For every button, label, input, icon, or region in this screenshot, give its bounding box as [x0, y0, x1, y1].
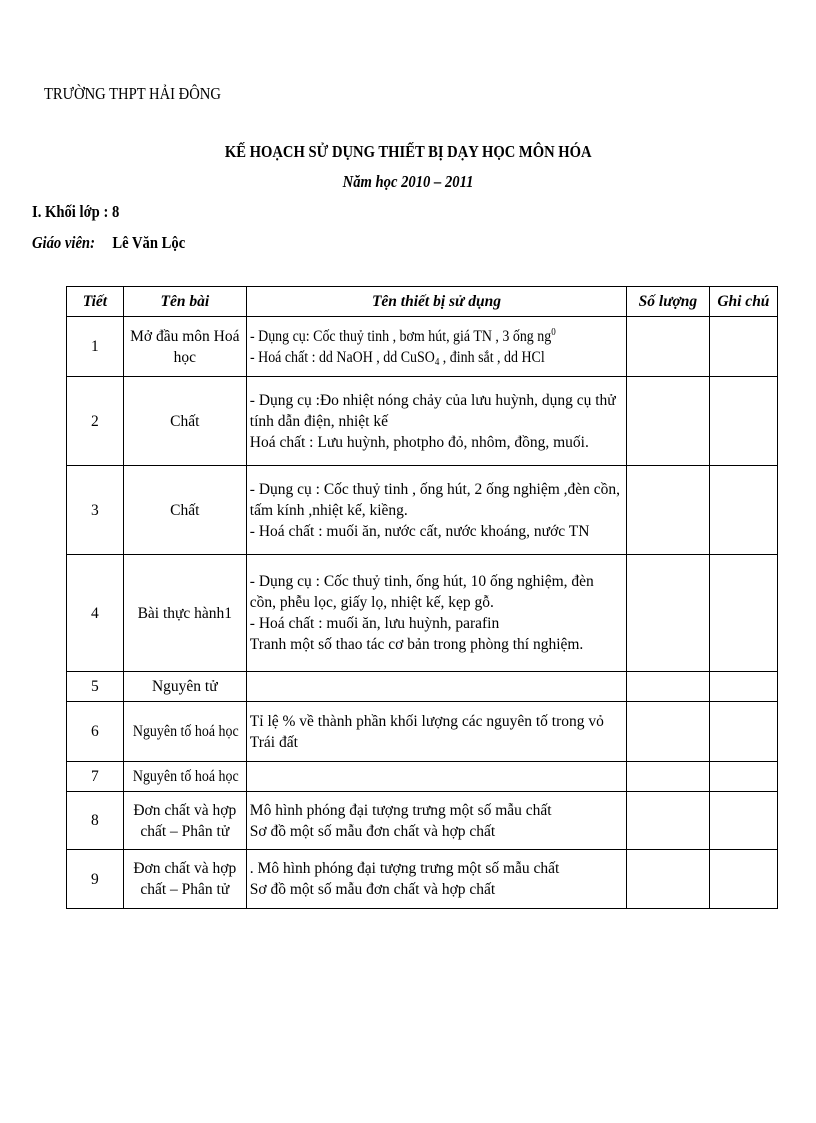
table-row: [67, 792, 778, 850]
school-year: [0, 172, 816, 192]
cell-so-luong: [627, 555, 710, 672]
cell-thiet-bi: [246, 317, 626, 377]
cell-thiet-bi: [246, 850, 626, 909]
cell-ghi-chu: [709, 555, 777, 672]
column-header-thiet-bi: Tên thiết bị sử dụng: [246, 287, 626, 317]
cell-tiet: 2: [67, 377, 124, 466]
cell-tiet: 9: [67, 850, 124, 909]
column-header-ten-bai: Tên bài: [123, 287, 246, 317]
cell-so-luong: [627, 792, 710, 850]
column-header-so-luong: Số lượng: [627, 287, 710, 317]
table-row: [67, 555, 778, 672]
cell-so-luong: [627, 850, 710, 909]
cell-ghi-chu: [709, 792, 777, 850]
cell-ten-bai: [123, 762, 246, 792]
cell-ten-bai: Chất: [123, 377, 246, 466]
cell-so-luong: [627, 317, 710, 377]
equipment-line: - Hoá chất : muối ăn, nước cất, nước khoáng, nước TN: [249, 522, 590, 540]
equipment-line: Sơ đồ một số mẫu đơn chất và hợp chất: [249, 822, 496, 840]
equipment-line: [250, 326, 623, 347]
cell-ten-bai: Mở đầu môn Hoá học: [123, 317, 246, 377]
document-title: [0, 142, 816, 162]
cell-tiet: 5: [67, 672, 124, 702]
table-row: [67, 762, 778, 792]
column-header-tiet: Tiết: [67, 287, 124, 317]
cell-so-luong: [627, 702, 710, 762]
equipment-line: Sơ đồ một số mẫu đơn chất và hợp chất: [249, 881, 496, 898]
table-header-row: [67, 287, 778, 317]
cell-ten-bai: Đơn chất và hợp chất – Phân tử: [123, 850, 246, 909]
cell-thiet-bi: [246, 702, 626, 762]
equipment-line: Mô hình phóng đại tượng trưng một số mẫu chất: [249, 801, 552, 819]
teacher-name: Lê Văn Lộc: [112, 233, 186, 252]
cell-ten-bai: Nguyên tử: [123, 672, 246, 702]
cell-ten-bai-text: Nguyên tố hoá học: [132, 723, 239, 740]
cell-ghi-chu: [709, 762, 777, 792]
cell-tiet: 7: [67, 762, 124, 792]
table-row: [67, 466, 778, 555]
cell-tiet: 6: [67, 702, 124, 762]
cell-so-luong: [627, 762, 710, 792]
cell-thiet-bi: [246, 377, 626, 466]
cell-ten-bai: [123, 702, 246, 762]
cell-thiet-bi: [246, 792, 626, 850]
grade-level: I. Khối lớp : 8: [32, 202, 120, 221]
document-title-text: KẾ HOẠCH SỬ DỤNG THIẾT BỊ DẠY HỌC MÔN HÓA: [224, 142, 592, 161]
school-name: TRƯỜNG THPT HẢI ĐÔNG: [44, 84, 221, 103]
cell-ghi-chu: [709, 377, 777, 466]
equipment-text: - Hoá chất : dd NaOH , dd CuSO: [249, 348, 435, 366]
teacher-line: [32, 233, 185, 253]
equipment-text: - Dụng cụ: Cốc thuỷ tinh , bơm hút, giá TN , 3 ống ng: [249, 327, 552, 345]
cell-tiet: 1: [67, 317, 124, 377]
cell-so-luong: [627, 672, 710, 702]
cell-ten-bai: Bài thực hành1: [123, 555, 246, 672]
cell-so-luong: [627, 377, 710, 466]
cell-thiet-bi: [246, 762, 626, 792]
table-row: [67, 702, 778, 762]
cell-ten-bai: Chất: [123, 466, 246, 555]
equipment-line: - Dụng cụ :Đo nhiệt nóng chảy của lưu huỳnh, dụng cụ thử tính dẫn điện, nhiệt kế: [249, 391, 616, 430]
cell-thiet-bi: [246, 672, 626, 702]
cell-ghi-chu: [709, 850, 777, 909]
cell-ghi-chu: [709, 672, 777, 702]
cell-ghi-chu: [709, 466, 777, 555]
cell-tiet: 8: [67, 792, 124, 850]
table-row: [67, 377, 778, 466]
cell-ten-bai-text: Nguyên tố hoá học: [132, 768, 239, 785]
school-year-text: Năm học 2010 – 2011: [342, 172, 474, 191]
equipment-line-wrap: [250, 347, 545, 368]
equipment-line: Tỉ lệ % về thành phần khối lượng các nguyên tố trong vỏ Trái đất: [249, 712, 604, 751]
table-row: [67, 317, 778, 377]
cell-tiet: 4: [67, 555, 124, 672]
equipment-superscript: 0: [551, 326, 556, 338]
equipment-plan-table: [66, 286, 778, 909]
equipment-text: , đinh sắt , dd HCl: [439, 348, 545, 366]
cell-ten-bai: Đơn chất và hợp chất – Phân tử: [123, 792, 246, 850]
equipment-line-wrap: [250, 326, 556, 347]
table-row: [67, 850, 778, 909]
cell-thiet-bi: [246, 555, 626, 672]
cell-ghi-chu: [709, 317, 777, 377]
equipment-line: - Dụng cụ : Cốc thuỷ tinh , ống hút, 2 ống nghiệm ,đèn cồn, tấm kính ,nhiệt kế, kiềng.: [249, 480, 621, 519]
equipment-subscript: 4: [434, 356, 440, 368]
cell-ghi-chu: [709, 702, 777, 762]
equipment-line: [250, 347, 623, 368]
equipment-line: . Mô hình phóng đại tượng trưng một số mẫu chất: [249, 860, 560, 877]
table-row: [67, 672, 778, 702]
cell-so-luong: [627, 466, 710, 555]
cell-thiet-bi: [246, 466, 626, 555]
cell-tiet: 3: [67, 466, 124, 555]
teacher-label: Giáo viên:: [32, 233, 95, 252]
equipment-line: Tranh một số thao tác cơ bản trong phòng thí nghiệm.: [249, 636, 584, 653]
equipment-line: - Dụng cụ : Cốc thuỷ tinh, ống hút, 10 ống nghiệm, đèn cồn, phễu lọc, giấy lọ, nhiệt kế, kẹp gỗ.: [249, 573, 594, 611]
column-header-ghi-chu: Ghi chú: [709, 287, 777, 317]
equipment-line: - Hoá chất : muối ăn, lưu huỳnh, parafin: [249, 615, 500, 632]
equipment-line: Hoá chất : Lưu huỳnh, photpho đỏ, nhôm, đồng, muối.: [249, 433, 589, 451]
